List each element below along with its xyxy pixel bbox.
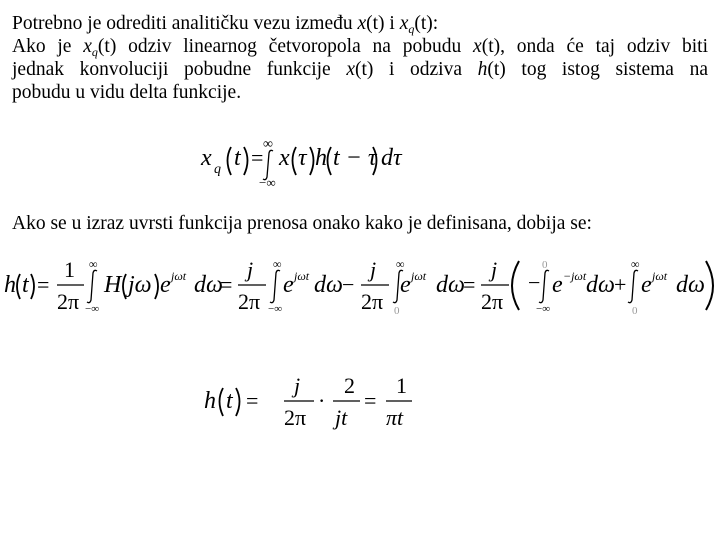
eq2-frac4-den: 2π [481, 289, 504, 314]
text: Potrebno je odrediti analitičku vezu između [12, 13, 358, 34]
intro-line-4: pobudu u vidu delta funkcije. [12, 82, 242, 103]
eq3-paren-open [220, 388, 224, 416]
eq2-int1-lower: −∞ [85, 303, 100, 315]
text: (t): [414, 13, 439, 34]
eq3-equals-1: = [246, 388, 259, 413]
intro-line-1 [12, 12, 708, 35]
var-x: x [357, 13, 367, 34]
eq2-paren-open [17, 274, 20, 299]
eq3-frac2-num: 2 [344, 373, 355, 398]
eq2-big-paren-open [512, 261, 519, 310]
eq2-d-omega-5: dω [676, 272, 705, 298]
text: jednak konvoluciji pobudne funkcije [12, 59, 347, 80]
eq2-minus: − [342, 272, 355, 297]
eq1-integrand-diff: t − τ [333, 145, 377, 171]
result-equation-svg [200, 368, 440, 438]
eq1-equals: = [251, 145, 264, 170]
eq2-int4-lower: −∞ [536, 303, 551, 315]
integral-icon [87, 270, 97, 302]
eq2-equals-3: = [463, 272, 476, 297]
eq2-frac1-den: 2π [57, 289, 80, 314]
var-xq: x [399, 13, 409, 34]
eq1-arg-t: t [234, 145, 241, 171]
intro-line-2 [12, 35, 708, 58]
subscript-q: q [408, 22, 415, 36]
eq2-lhs: h [4, 272, 16, 298]
eq2-frac3-num: j [370, 257, 377, 282]
eq2-minus-2: − [528, 270, 541, 295]
eq2-arg-t: t [22, 272, 29, 298]
eq2-exp1: jωt [171, 269, 187, 283]
eq2-int3-upper: ∞ [396, 257, 405, 271]
eq1-paren-close [244, 147, 248, 175]
eq2-d-omega-3: dω [436, 272, 465, 298]
text: Ako je [12, 36, 84, 57]
text: (t) i [366, 13, 400, 34]
eq1-int-upper: ∞ [263, 137, 273, 152]
eq1-integrand-h: h [315, 145, 327, 171]
eq2-e-5: e [641, 272, 652, 298]
eq3-frac3-num: 1 [396, 373, 407, 398]
var-x: x [473, 36, 482, 57]
var-x: x [346, 59, 355, 80]
eq2-plus: + [614, 272, 627, 297]
eq2-d-omega-4: dω [586, 272, 615, 298]
eq3-equals-2: = [364, 388, 377, 413]
eq1-paren-open-2 [293, 147, 297, 175]
eq1-paren-open-3 [328, 147, 332, 175]
eq3-arg-t: t [226, 388, 233, 414]
eq2-frac1-num: 1 [64, 257, 75, 282]
eq2-j-omega: jω [128, 272, 152, 298]
eq1-integrand-x: x [279, 145, 290, 171]
eq1-paren-close-2 [310, 147, 314, 175]
transfer-function-equation [0, 252, 720, 322]
eq3-frac2-den: jt [335, 405, 348, 430]
eq1-lhs-var: x [201, 145, 212, 171]
subscript-q: q [91, 45, 98, 59]
eq2-e-4: e [552, 272, 563, 298]
eq1-d-tau: dτ [381, 145, 402, 171]
eq1-paren-open [228, 147, 232, 175]
eq2-int3-lower: 0 [394, 305, 400, 317]
eq2-e-2: e [283, 272, 294, 298]
eq2-int2-lower: −∞ [268, 303, 283, 315]
eq2-d-omega-2: dω [314, 272, 343, 298]
eq1-lhs-sub: q [214, 162, 221, 177]
eq2-paren-close [31, 274, 34, 299]
eq3-frac3-den: πt [386, 405, 404, 430]
eq2-exp3: jωt [411, 269, 427, 283]
eq2-paren-open-2 [123, 274, 126, 299]
intro-line-3 [12, 58, 708, 81]
text: (t) tog istog sistema na [487, 59, 708, 80]
eq3-dot: · [318, 388, 326, 413]
eq2-paren-close-2 [155, 274, 158, 299]
intro-paragraph [12, 12, 708, 104]
eq2-big-paren-close [706, 261, 713, 310]
eq1-integrand-tau: τ [298, 145, 307, 171]
integral-icon [270, 270, 280, 302]
eq2-exp2: jωt [294, 269, 310, 283]
eq2-H: H [104, 272, 122, 298]
eq2-int2-upper: ∞ [273, 257, 282, 271]
text: (t) i odziva [354, 59, 478, 80]
eq2-frac2-den: 2π [238, 289, 261, 314]
result-equation [200, 368, 440, 438]
eq2-equals-1: = [37, 272, 50, 297]
text: (t) odziv linearnog četvoropola na pobudu [97, 36, 474, 57]
eq2-frac2-num: j [247, 257, 254, 282]
eq2-e-3: e [400, 272, 411, 298]
transfer-function-equation-svg [0, 252, 720, 322]
eq2-exp4: −jωt [563, 269, 587, 283]
substitution-paragraph: Ako se u izraz uvrsti funkcija prenosa onako kako je definisana, dobija se: [12, 213, 592, 234]
eq2-int5-lower: 0 [632, 305, 638, 317]
eq3-paren-close [236, 388, 240, 416]
text: (t), onda će taj odziv biti [481, 36, 709, 57]
eq2-int1-upper: ∞ [89, 257, 98, 271]
eq3-frac1-num: j [294, 373, 301, 398]
convolution-equation-svg [195, 135, 425, 195]
eq2-frac4-num: j [491, 257, 498, 282]
eq2-exp5: jωt [652, 269, 668, 283]
eq1-int-lower: −∞ [259, 175, 276, 190]
eq2-d-omega-1: dω [194, 272, 223, 298]
eq2-equals-2: = [220, 272, 233, 297]
eq3-lhs: h [204, 388, 216, 414]
var-h: h [477, 59, 488, 80]
eq2-frac3-den: 2π [361, 289, 384, 314]
var-xq: x [83, 36, 92, 57]
eq2-int5-upper: ∞ [631, 257, 640, 271]
eq3-frac1-den: 2π [284, 405, 307, 430]
eq2-int4-upper: 0 [542, 259, 548, 271]
eq2-e-1: e [160, 272, 171, 298]
integral-icon [539, 270, 549, 302]
integral-icon [628, 270, 638, 302]
convolution-equation [195, 135, 425, 195]
